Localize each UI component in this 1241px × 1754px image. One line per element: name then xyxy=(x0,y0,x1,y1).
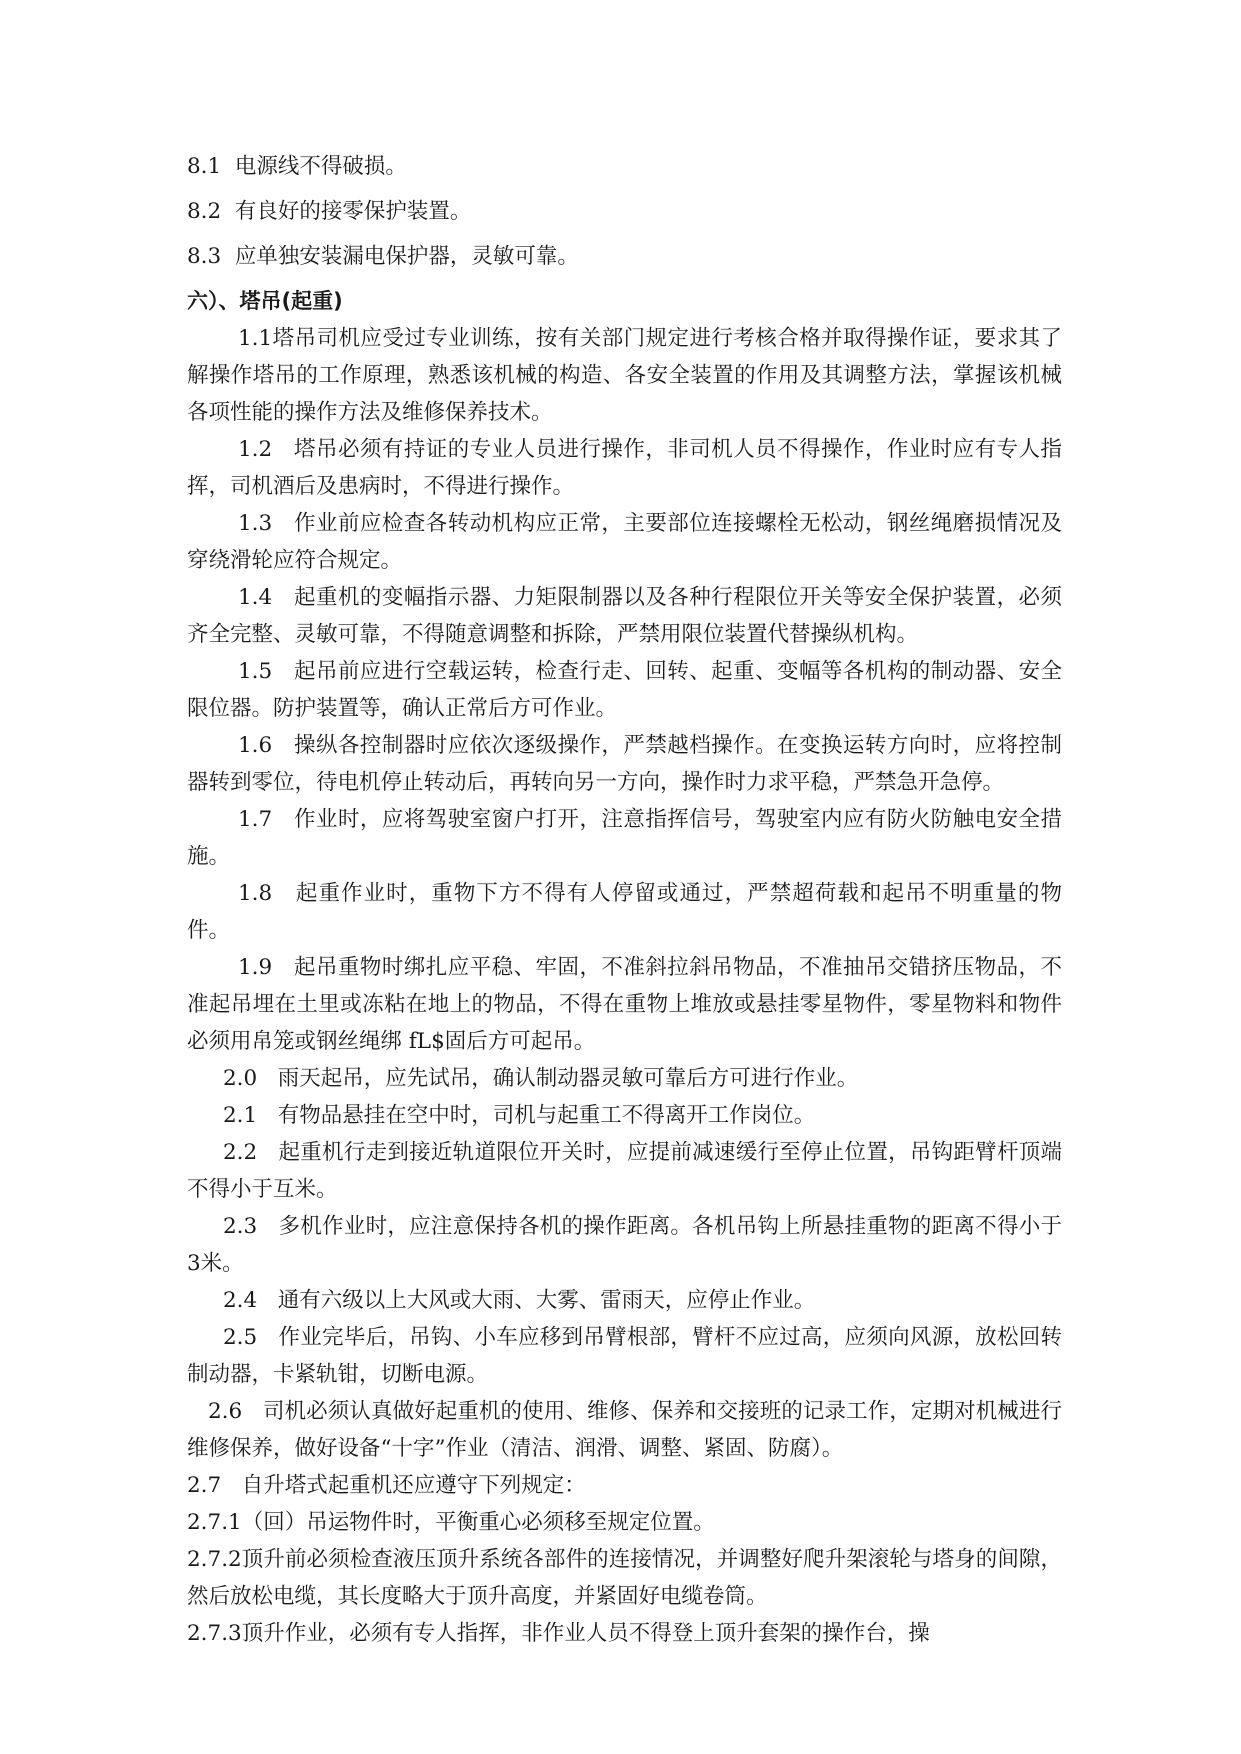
paragraph-1-6: 1.6 操纵各控制器时应依次逐级操作，严禁越档操作。在变换运转方向时，应将控制器转到零位，待电机停止转动后，再转向另一方向，操作时力求平稳，严禁急开急停。 xyxy=(187,733,1062,795)
paragraph-1-4: 1.4 起重机的变幅指示器、力矩限制器以及各种行程限位开关等安全保护装置，必须齐全完整、灵敏可靠，不得随意调整和拆除，严禁用限位装置代替操纵机构。 xyxy=(187,585,1062,647)
document-body xyxy=(187,148,1062,1652)
paragraph-2-7-3: 2.7.3顶升作业，必须有专人指挥，非作业人员不得登上顶升套架的操作台，操 xyxy=(187,1621,930,1646)
list-item-8-2: 8.2 有良好的接零保护装置。 xyxy=(187,199,472,224)
paragraph-2-7: 2.7 自升塔式起重机还应遵守下列规定： xyxy=(187,1473,586,1498)
paragraph-1-7: 1.7 作业时，应将驾驶室窗户打开，注意指挥信号，驾驶室内应有防火防触电安全措施。 xyxy=(187,807,1062,869)
paragraph-1-9: 1.9 起吊重物时绑扎应平稳、牢固，不准斜拉斜吊物品，不准抽吊交错挤压物品，不准起吊埋在土里或冻粘在地上的物品，不得在重物上堆放或悬挂零星物件，零星物料和物件必须用帛笼或钢丝绳绑 fL$固后方可起吊。 xyxy=(187,955,1062,1054)
paragraph-1-3: 1.3 作业前应检查各转动机构应正常，主要部位连接螺栓无松动，钢丝绳磨损情况及穿绕滑轮应符合规定。 xyxy=(187,511,1062,573)
paragraph-1-5: 1.5 起吊前应进行空载运转，检查行走、回转、起重、变幅等各机构的制动器、安全限位器。防护装置等，确认正常后方可作业。 xyxy=(187,659,1062,721)
section-heading: 六）、塔吊(起重) xyxy=(187,289,343,313)
list-item-8-1: 8.1 电源线不得破损。 xyxy=(187,154,407,179)
paragraph-2-3: 2.3 多机作业时，应注意保持各机的操作距离。各机吊钩上所悬挂重物的距离不得小于3米。 xyxy=(187,1214,1062,1276)
paragraph-2-2: 2.2 起重机行走到接近轨道限位开关时，应提前减速缓行至停止位置，吊钩距臂杆顶端不得小于互米。 xyxy=(187,1140,1062,1202)
paragraph-2-6: 2.6 司机必须认真做好起重机的使用、维修、保养和交接班的记录工作，定期对机械进行维修保养，做好设备“十字”作业（清洁、润滑、调整、紧固、防腐）。 xyxy=(187,1399,1062,1461)
paragraph-1-1: 1.1塔吊司机应受过专业训练，按有关部门规定进行考核合格并取得操作证，要求其了解操作塔吊的工作原理，熟悉该机械的构造、各安全装置的作用及其调整方法，掌握该机械各项性能的操作方法及维修保养技术。 xyxy=(187,326,1062,425)
list-item-8-3: 8.3 应单独安装漏电保护器，灵敏可靠。 xyxy=(187,244,579,269)
paragraph-2-0: 2.0 雨天起吊，应先试吊，确认制动器灵敏可靠后方可进行作业。 xyxy=(223,1066,859,1091)
paragraph-2-5: 2.5 作业完毕后，吊钩、小车应移到吊臂根部，臂杆不应过高，应须向风源，放松回转制动器，卡紧轨钳，切断电源。 xyxy=(187,1325,1062,1387)
paragraph-2-7-1: 2.7.1（回）吊运物件时，平衡重心必须移至规定位置。 xyxy=(187,1510,715,1535)
paragraph-1-2: 1.2 塔吊必须有持证的专业人员进行操作，非司机人员不得操作，作业时应有专人指挥，司机酒后及患病时，不得进行操作。 xyxy=(187,437,1062,499)
paragraph-2-7-2: 2.7.2顶升前必须检查液压顶升系统各部件的连接情况，并调整好爬升架滚轮与塔身的间隙，然后放松电缆，其长度略大于顶升高度，并紧固好电缆卷筒。 xyxy=(187,1547,1062,1609)
paragraph-2-1: 2.1 有物品悬挂在空中时，司机与起重工不得离开工作岗位。 xyxy=(223,1103,816,1128)
paragraph-1-8: 1.8 起重作业时，重物下方不得有人停留或通过，严禁超荷载和起吊不明重量的物件。 xyxy=(187,881,1062,943)
paragraph-2-4: 2.4 通有六级以上大风或大雨、大雾、雷雨天，应停止作业。 xyxy=(223,1288,816,1313)
